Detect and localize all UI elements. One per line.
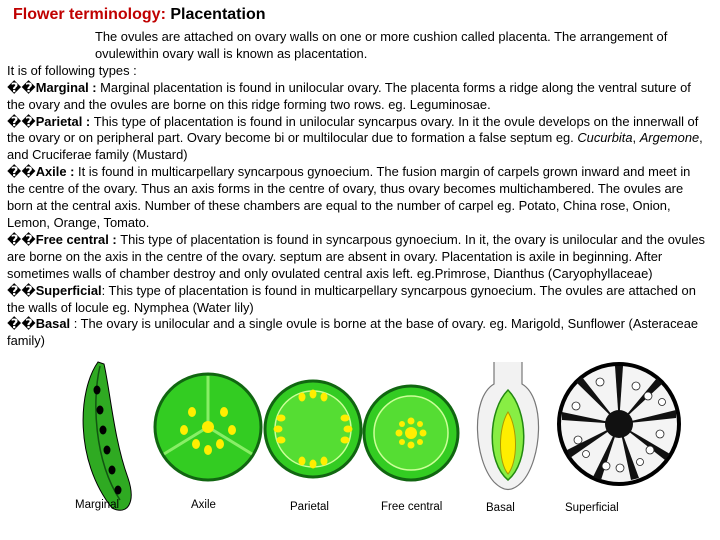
- marginal-diagram: [83, 362, 131, 510]
- placentation-diagrams: [70, 350, 720, 525]
- basal-diagram: [477, 362, 538, 490]
- bullet-marker: ��: [7, 79, 36, 95]
- body-text: [7, 29, 709, 350]
- type-superficial: [7, 283, 709, 317]
- parietal-diagram: [265, 381, 361, 477]
- type-name: Parietal :: [35, 113, 94, 129]
- type-description: This type of placentation is found in unilocular syncarpus ovary. In it the ovule develops on the innerwall of the ovary or on peripheral part. Ovary become bi or multilocular due to formation a false septum eg.: [7, 113, 699, 146]
- label-superficial: Superficial: [565, 502, 619, 514]
- bullet-marker: ��: [7, 231, 36, 247]
- type-name: Free central :: [35, 231, 121, 247]
- example-cucurbita: Cucurbita: [577, 130, 633, 146]
- bullet-marker: ��: [7, 316, 36, 332]
- type-basal: [7, 316, 709, 350]
- type-description: : This type of placentation is found in multicarpellary syncarpous gynoecium. The ovules are attached on the walls of locule eg. Nymphea (Water lily): [7, 282, 696, 315]
- title-topic: Placentation: [165, 6, 266, 23]
- type-free-central: [7, 232, 709, 283]
- type-description: : The ovary is unilocular and a single ovule is borne at the base of ovary. eg. Marigold, Sunflower (Asteraceae family): [7, 316, 699, 349]
- bullet-marker: ��: [7, 164, 36, 180]
- label-parietal: Parietal: [290, 501, 329, 513]
- label-axile: Axile: [191, 499, 216, 511]
- intro-paragraph: The ovules are attached on ovary walls on one or more cushion called placenta. The arrangement of ovulewithin ovary wall is known as placentation.: [95, 29, 668, 61]
- type-marginal: [7, 80, 709, 114]
- label-free-central: Free central: [381, 501, 443, 513]
- free-central-diagram: [364, 386, 458, 480]
- type-name: Basal: [35, 316, 71, 332]
- title-separator: :: [160, 6, 166, 23]
- type-parietal: [7, 114, 709, 165]
- superficial-diagram: [559, 364, 679, 484]
- bullet-marker: ��: [7, 113, 36, 129]
- type-description: Marginal placentation is found in unilocular ovary. The placenta forms a ridge along the ventral suture of the ovary and the ovules are borne on this ridge forming two rows. eg. Leguminosae.: [7, 79, 691, 112]
- label-basal: Basal: [486, 502, 515, 514]
- title-term: Flower terminology: [13, 6, 161, 23]
- example-argemone: Argemone: [639, 130, 700, 146]
- intro-types-line: It is of following types :: [7, 62, 137, 78]
- type-description: This type of placentation is found in syncarpous gynoecium. In it, the ovary is unilocular and the ovules are borne on the axis in the centre of the ovary. septum are absent in ovary. Placentation is axile in beginning. After sometimes walls of chamber destroy and only ovulated central axis left. eg.Primrose, Dianthus (Caryophyllaceae): [7, 231, 705, 281]
- type-name: Marginal :: [35, 79, 101, 95]
- axile-diagram: [155, 374, 261, 480]
- type-name: Axile :: [35, 164, 78, 180]
- bullet-marker: ��: [7, 282, 36, 298]
- type-axile: [7, 164, 709, 232]
- placentation-figure: [70, 350, 720, 525]
- page-title: [13, 6, 265, 24]
- type-description: It is found in multicarpellary syncarpous gynoecium. The fusion margin of carpels grown inward and meet in the centre of the ovary. Thus an axis forms in the centre of ovary, thus ovary becomes multichambered. The ovules are born at the central axis. Number of these chambers are equal to the number of carpel eg. Potato, China rose, Onion, Lemon, Orange, Tomato.: [7, 164, 691, 230]
- example-tail: , and Cruciferae family (Mustard): [7, 130, 703, 163]
- type-name: Superficial: [35, 282, 102, 298]
- example-separator: ,: [632, 130, 640, 146]
- label-marginal: Marginal: [75, 499, 120, 511]
